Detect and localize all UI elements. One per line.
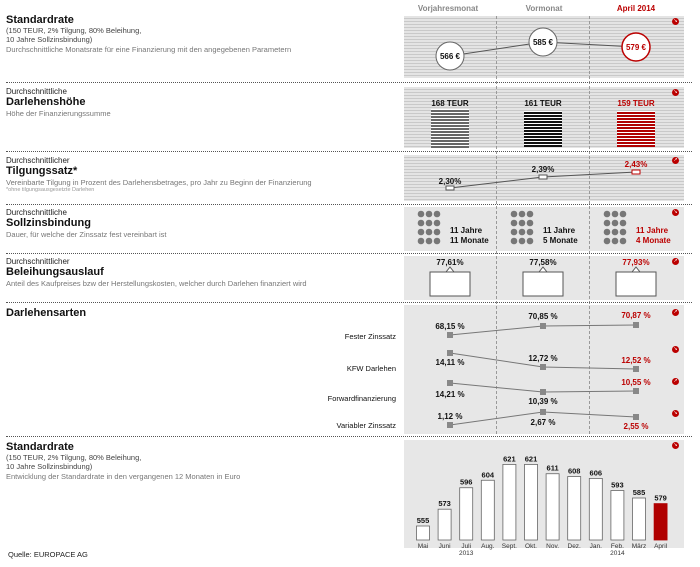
sollzinsbindung-year-dot bbox=[604, 229, 611, 236]
darlehenshoehe-bar-stripe bbox=[524, 136, 562, 138]
darlehenshoehe-bar-stripe bbox=[617, 139, 655, 141]
trend-value-label: 596 bbox=[459, 477, 473, 487]
sollzinsbindung-year-dot bbox=[519, 211, 526, 218]
variabler-zinssatz-point bbox=[540, 409, 546, 415]
tilgungssatz-title: Tilgungssatz* bbox=[6, 165, 78, 177]
arrow-up-icon: ↗ bbox=[673, 309, 678, 315]
row-separator bbox=[6, 436, 692, 437]
trend-bar bbox=[460, 488, 473, 540]
series-label-fester-zinssatz: Fester Zinssatz bbox=[344, 332, 396, 341]
darlehenshoehe-bar-stripe bbox=[617, 115, 655, 117]
standardrate-value-vorjahresmonat: 566 € bbox=[439, 52, 461, 61]
darlehenshoehe-bar-stripe bbox=[524, 124, 562, 126]
darlehenshoehe-bar-stripe bbox=[617, 130, 655, 132]
trend-value-label: 608 bbox=[567, 466, 581, 476]
beleihungsauslauf-callout-april bbox=[616, 267, 656, 296]
series-label-forwardfinanzierung: Forwardfinanzierung bbox=[327, 394, 396, 403]
darlehenshoehe-bar-stripe bbox=[431, 122, 469, 124]
trend-value-label: 585 bbox=[632, 488, 646, 497]
trend-bar bbox=[654, 504, 667, 540]
darlehenshoehe-bar-stripe bbox=[617, 112, 655, 114]
darlehenshoehe-bar-stripe bbox=[617, 133, 655, 135]
standardrate-trend-label-block bbox=[6, 441, 396, 481]
variabler-zinssatz-value: 2,67 % bbox=[530, 418, 556, 427]
trend-value-label: 621 bbox=[524, 454, 538, 464]
trend-month-label: März bbox=[631, 543, 647, 550]
arrow-down-icon: ↘ bbox=[673, 410, 678, 416]
forwardfinanzierung-value: 10,39 % bbox=[528, 397, 558, 406]
darlehenshoehe-value-vormonat: 161 TEUR bbox=[524, 99, 562, 108]
darlehenshoehe-bar-stripe bbox=[524, 139, 562, 141]
sollzinsbindung-description: Dauer, für welche der Zinssatz fest vereinbart ist bbox=[6, 230, 167, 239]
sollzinsbindung-year-dot bbox=[612, 220, 619, 227]
trend-value-label: 604 bbox=[481, 470, 495, 480]
darlehenshoehe-bar-stripe bbox=[524, 112, 562, 114]
standardrate-title: Standardrate bbox=[6, 14, 74, 26]
arrow-down-icon: ↘ bbox=[673, 442, 678, 448]
darlehenshoehe-chart bbox=[404, 87, 684, 148]
darlehenshoehe-bar-stripe bbox=[524, 127, 562, 129]
darlehenshoehe-value-april: 159 TEUR bbox=[617, 99, 655, 108]
standardrate-trend-chart bbox=[404, 440, 684, 556]
sollzinsbindung-year-dot bbox=[519, 220, 526, 227]
trend-bar bbox=[546, 474, 559, 540]
standardrate-label-block bbox=[6, 14, 396, 54]
darlehenshoehe-bar-stripe bbox=[524, 115, 562, 117]
sollzinsbindung-year-dot bbox=[434, 211, 441, 218]
sollzinsbindung-year-dot bbox=[511, 211, 518, 218]
tilgungssatz-value-april: 2,43% bbox=[624, 160, 648, 169]
arrow-up-icon: ↗ bbox=[673, 378, 678, 384]
darlehenshoehe-description: Höhe der Finanzierungssumme bbox=[6, 109, 111, 118]
beleihungsauslauf-value-vormonat: 77,58% bbox=[529, 258, 557, 267]
trend-bar bbox=[611, 491, 624, 540]
arrow-up-icon: ↗ bbox=[673, 157, 678, 163]
beleihungsauslauf-callout-vorjahresmonat bbox=[430, 267, 470, 296]
darlehenshoehe-bar-stripe bbox=[431, 137, 469, 139]
sollzinsbindung-year-dot bbox=[604, 211, 611, 218]
beleihungsauslauf-prefix: Durchschnittlicher bbox=[6, 257, 70, 266]
sollzinsbindung-year-dot bbox=[418, 238, 425, 245]
beleihungsauslauf-label-block bbox=[6, 257, 396, 288]
sollzinsbindung-year-dot bbox=[434, 229, 441, 236]
darlehenshoehe-bar-stripe bbox=[431, 110, 469, 112]
sollzinsbindung-year-dot bbox=[418, 211, 425, 218]
darlehenshoehe-bar-stripe bbox=[617, 124, 655, 126]
tilgungssatz-marker-vormonat bbox=[539, 175, 547, 179]
sollzinsbindung-title: Sollzinsbindung bbox=[6, 217, 91, 229]
sollzinsbindung-year-dot bbox=[519, 229, 526, 236]
trend-month-label: Mai bbox=[417, 543, 429, 550]
fester-zinssatz-point bbox=[540, 323, 546, 329]
darlehenshoehe-bar-stripe bbox=[617, 142, 655, 144]
fester-zinssatz-value: 68,15 % bbox=[435, 322, 465, 331]
kfw-darlehen-point bbox=[447, 350, 453, 356]
sollzinsbindung-year-dot bbox=[620, 238, 627, 245]
arrow-down-icon: ↘ bbox=[673, 18, 678, 24]
sollzinsbindung-year-dot bbox=[426, 238, 433, 245]
series-label-kfw-darlehen: KFW Darlehen bbox=[346, 364, 396, 373]
sollzinsbindung-years-vormonat: 11 Jahre bbox=[543, 226, 576, 235]
sollzinsbindung-year-dot bbox=[426, 211, 433, 218]
arrow-down-icon: ↘ bbox=[673, 89, 678, 95]
arrow-down-icon: ↘ bbox=[673, 346, 678, 352]
trend-value-label: 573 bbox=[438, 499, 451, 509]
darlehenshoehe-bar-stripe bbox=[617, 121, 655, 123]
tilgungssatz-marker-vorjahresmonat bbox=[446, 186, 454, 190]
sollzinsbindung-year-dot bbox=[620, 211, 627, 218]
darlehenshoehe-value-vorjahresmonat: 168 TEUR bbox=[431, 99, 469, 108]
row-separator bbox=[6, 82, 692, 83]
darlehensarten-chart bbox=[404, 305, 684, 434]
trend-month-label: Dez. bbox=[567, 543, 581, 550]
darlehenshoehe-bar-stripe bbox=[524, 121, 562, 123]
darlehenshoehe-bar bbox=[431, 109, 469, 148]
variabler-zinssatz-point bbox=[447, 422, 453, 428]
source-note: Quelle: EUROPACE AG bbox=[8, 550, 88, 559]
trend-bar bbox=[589, 478, 602, 540]
sollzinsbindung-label-block bbox=[6, 208, 396, 239]
darlehenshoehe-bar-stripe bbox=[617, 136, 655, 138]
row-separator bbox=[6, 151, 692, 152]
tilgungssatz-line bbox=[450, 172, 636, 188]
tilgungssatz-value-vorjahresmonat: 2,30% bbox=[438, 177, 462, 186]
beleihungsauslauf-value-vorjahresmonat: 77,61% bbox=[436, 258, 464, 267]
darlehenshoehe-bar-stripe bbox=[431, 146, 469, 148]
tilgungssatz-chart bbox=[404, 155, 684, 201]
kfw-darlehen-value: 12,72 % bbox=[528, 354, 558, 363]
beleihungsauslauf-title: Beleihungsauslauf bbox=[6, 266, 104, 278]
trend-value-label: 593 bbox=[611, 480, 624, 490]
darlehenshoehe-bar-stripe bbox=[524, 133, 562, 135]
sollzinsbindung-year-dot bbox=[426, 220, 433, 227]
forwardfinanzierung-value: 10,55 % bbox=[621, 378, 651, 387]
beleihungsauslauf-description: Anteil des Kaufpreises bzw der Herstellungskosten, welcher durch Darlehen finanziert wird bbox=[6, 279, 307, 288]
sollzinsbindung-year-dot bbox=[604, 238, 611, 245]
sollzinsbindung-months-april: 4 Monate bbox=[636, 236, 671, 245]
variabler-zinssatz-value: 1,12 % bbox=[437, 412, 463, 421]
darlehenshoehe-bar-stripe bbox=[617, 145, 655, 147]
trend-value-label: 611 bbox=[546, 463, 559, 473]
fester-zinssatz-point bbox=[633, 322, 639, 328]
darlehenshoehe-bar-stripe bbox=[524, 142, 562, 144]
trend-bar bbox=[525, 464, 538, 540]
trend-year-label: 2014 bbox=[610, 550, 625, 556]
sollzinsbindung-year-dot bbox=[612, 238, 619, 245]
sollzinsbindung-years-april: 11 Jahre bbox=[636, 226, 669, 235]
fester-zinssatz-value: 70,87 % bbox=[621, 311, 651, 320]
forwardfinanzierung-value: 14,21 % bbox=[435, 390, 465, 399]
trend-bar bbox=[503, 464, 516, 540]
forwardfinanzierung-point bbox=[633, 388, 639, 394]
column-header-vorjahresmonat: Vorjahresmonat bbox=[417, 4, 479, 13]
darlehenshoehe-bar bbox=[524, 111, 562, 147]
trend-bar bbox=[417, 526, 430, 540]
sollzinsbindung-months-vormonat: 5 Monate bbox=[543, 236, 578, 245]
tilgungssatz-footnote: *ohne tilgungsausgesetzte Darlehen bbox=[6, 187, 95, 193]
sollzinsbindung-years-vorjahresmonat: 11 Jahre bbox=[450, 226, 483, 235]
sollzinsbindung-year-dot bbox=[612, 211, 619, 218]
trend-year-label: 2013 bbox=[458, 550, 474, 556]
darlehenshoehe-label-block bbox=[6, 87, 396, 118]
darlehenshoehe-bar-stripe bbox=[431, 131, 469, 133]
trend-month-label: Sept. bbox=[501, 543, 517, 550]
trend-month-label: April bbox=[654, 543, 668, 550]
trend-month-label: Okt. bbox=[525, 543, 537, 550]
kfw-darlehen-point bbox=[540, 364, 546, 370]
sollzinsbindung-year-dot bbox=[527, 238, 534, 245]
sollzinsbindung-year-dot bbox=[604, 220, 611, 227]
trend-bar bbox=[633, 498, 646, 540]
beleihungsauslauf-value-april: 77,93% bbox=[622, 258, 650, 267]
sollzinsbindung-year-dot bbox=[426, 229, 433, 236]
darlehenshoehe-bar-stripe bbox=[431, 143, 469, 145]
sollzinsbindung-year-dot bbox=[612, 229, 619, 236]
trend-month-label: Jan. bbox=[589, 543, 602, 550]
darlehensarten-title: Darlehensarten bbox=[6, 307, 87, 319]
fester-zinssatz-point bbox=[447, 332, 453, 338]
darlehenshoehe-title: Darlehenshöhe bbox=[6, 96, 86, 108]
darlehenshoehe-bar-stripe bbox=[431, 134, 469, 136]
darlehenshoehe-prefix: Durchschnittliche bbox=[6, 87, 67, 96]
trend-value-label: 579 bbox=[654, 493, 667, 503]
beleihungsauslauf-chart bbox=[404, 256, 684, 300]
standardrate-value-vormonat: 585 € bbox=[532, 38, 554, 47]
sollzinsbindung-year-dot bbox=[418, 220, 425, 227]
standardrate-trend-title: Standardrate bbox=[6, 441, 74, 453]
standardrate-params-line2: 10 Jahre Sollzinsbindung) bbox=[6, 35, 93, 44]
row-separator bbox=[6, 204, 692, 205]
darlehenshoehe-bar-stripe bbox=[431, 140, 469, 142]
trend-bar bbox=[481, 480, 494, 540]
arrow-up-icon: ↗ bbox=[673, 258, 678, 264]
darlehenshoehe-bar-stripe bbox=[431, 113, 469, 115]
darlehenshoehe-bar-stripe bbox=[431, 125, 469, 127]
arrow-down-icon: ↘ bbox=[673, 209, 678, 215]
darlehenshoehe-bar-stripe bbox=[431, 116, 469, 118]
sollzinsbindung-year-dot bbox=[511, 220, 518, 227]
kfw-darlehen-point bbox=[633, 366, 639, 372]
standardrate-value-april: 579 € bbox=[625, 43, 647, 52]
row-separator bbox=[6, 302, 692, 303]
tilgungssatz-marker-april bbox=[632, 170, 640, 174]
standardrate-params-line1: (150 TEUR, 2% Tilgung, 80% Beleihung, bbox=[6, 26, 142, 35]
sollzinsbindung-year-dot bbox=[434, 220, 441, 227]
forwardfinanzierung-point bbox=[540, 389, 546, 395]
sollzinsbindung-year-dot bbox=[434, 238, 441, 245]
sollzinsbindung-year-dot bbox=[527, 211, 534, 218]
sollzinsbindung-year-dot bbox=[527, 229, 534, 236]
sollzinsbindung-months-vorjahresmonat: 11 Monate bbox=[450, 236, 489, 245]
darlehenshoehe-bar-stripe bbox=[431, 128, 469, 130]
kfw-darlehen-value: 12,52 % bbox=[621, 356, 651, 365]
sollzinsbindung-year-dot bbox=[519, 238, 526, 245]
standardrate-trend-params-line2: 10 Jahre Sollzinsbindung) bbox=[6, 462, 93, 471]
trend-value-label: 606 bbox=[589, 468, 603, 478]
fester-zinssatz-value: 70,85 % bbox=[528, 312, 558, 321]
tilgungssatz-prefix: Durchschnittlicher bbox=[6, 156, 70, 165]
trend-month-label: Juli bbox=[461, 543, 472, 550]
darlehenshoehe-bar-stripe bbox=[617, 118, 655, 120]
sollzinsbindung-chart bbox=[404, 207, 684, 251]
darlehenshoehe-bar bbox=[617, 111, 655, 147]
trend-value-label: 555 bbox=[416, 516, 430, 525]
trend-month-label: Juni bbox=[438, 543, 451, 550]
sollzinsbindung-year-dot bbox=[527, 220, 534, 227]
tilgungssatz-description: Vereinbarte Tilgung in Prozent des Darlehensbetrages, pro Jahr zu Beginn der Finanzierung bbox=[6, 178, 312, 187]
darlehenshoehe-bar-stripe bbox=[524, 145, 562, 147]
column-header-vormonat: Vormonat bbox=[525, 4, 563, 13]
darlehensarten-label-block bbox=[6, 307, 396, 319]
row-separator bbox=[6, 253, 692, 254]
tilgungssatz-value-vormonat: 2,39% bbox=[531, 165, 555, 174]
sollzinsbindung-year-dot bbox=[511, 229, 518, 236]
sollzinsbindung-year-dot bbox=[418, 229, 425, 236]
sollzinsbindung-prefix: Durchschnittliche bbox=[6, 208, 67, 217]
beleihungsauslauf-callout-vormonat bbox=[523, 267, 563, 296]
sollzinsbindung-year-dot bbox=[511, 238, 518, 245]
trend-month-label: Aug. bbox=[481, 543, 495, 550]
trend-month-label: Nov. bbox=[546, 543, 560, 550]
kfw-darlehen-value: 14,11 % bbox=[435, 358, 465, 367]
sollzinsbindung-year-dot bbox=[620, 220, 627, 227]
darlehenshoehe-bar-stripe bbox=[617, 127, 655, 129]
forwardfinanzierung-point bbox=[447, 380, 453, 386]
series-label-variabler-zinssatz: Variabler Zinssatz bbox=[336, 421, 396, 430]
variabler-zinssatz-point bbox=[633, 414, 639, 420]
darlehenshoehe-bar-stripe bbox=[431, 119, 469, 121]
trend-month-label: Feb. bbox=[610, 543, 624, 550]
standardrate-chart bbox=[404, 16, 684, 78]
standardrate-description: Durchschnittliche Monatsrate für eine Finanzierung mit den angegebenen Parametern bbox=[6, 45, 292, 54]
standardrate-trend-params-line1: (150 TEUR, 2% Tilgung, 80% Beleihung, bbox=[6, 453, 142, 462]
darlehenshoehe-bar-stripe bbox=[524, 130, 562, 132]
trend-bar bbox=[568, 477, 581, 540]
trend-bar bbox=[438, 509, 451, 540]
trend-value-label: 621 bbox=[503, 454, 516, 464]
darlehenshoehe-bar-stripe bbox=[524, 118, 562, 120]
column-header-april: April 2014 bbox=[616, 4, 656, 13]
sollzinsbindung-year-dot bbox=[620, 229, 627, 236]
tilgungssatz-label-block bbox=[6, 156, 396, 193]
standardrate-trend-description: Entwicklung der Standardrate in den vergangenen 12 Monaten in Euro bbox=[6, 472, 241, 481]
variabler-zinssatz-value: 2,55 % bbox=[623, 422, 649, 431]
